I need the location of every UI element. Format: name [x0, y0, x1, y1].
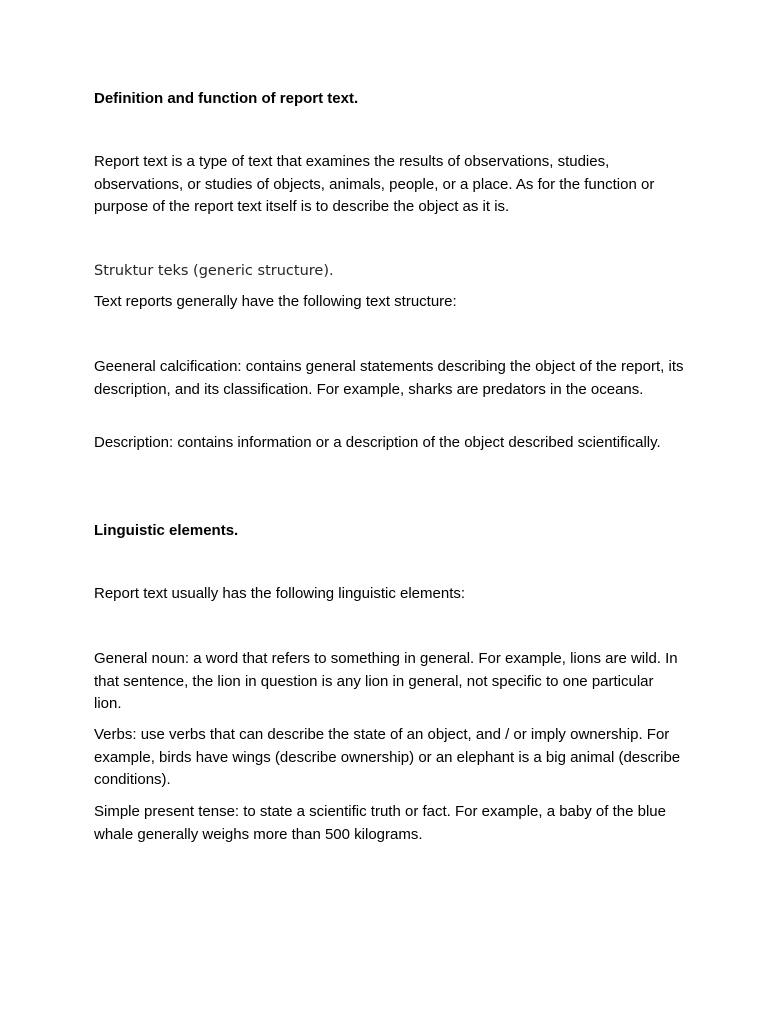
paragraph-verbs: Verbs: use verbs that can describe the state of an object, and / or imply ownership. For example, birds have wings (describe ownership) or an elephant is a big animal (describe conditions). — [94, 726, 681, 788]
paragraph-general-classification: Geeneral calcification: contains general statements describing the object of the report, its description, and its classification. For example, sharks are predators in the oceans. — [94, 358, 684, 398]
paragraph-structure-intro: Text reports generally have the following text structure: — [94, 293, 457, 310]
paragraph-linguistic-intro: Report text usually has the following linguistic elements: — [94, 585, 466, 602]
paragraph-general-noun: General noun: a word that refers to something in general. For example, lions are wild. In that sentence, the lion in question is any lion in general, not specific to one particular lion. — [94, 650, 678, 712]
heading-definition: Definition and function of report text. — [94, 90, 359, 107]
paragraph-definition: Report text is a type of text that examines the results of observations, studies, observations, or studies of objects, animals, people, or a place. As for the function or purpose of the report text itself is to describe the object as it is. — [94, 153, 655, 215]
paragraph-description: Description: contains information or a description of the object described scientifically. — [94, 434, 661, 451]
paragraph-simple-present: Simple present tense: to state a scientific truth or fact. For example, a baby of the blue whale generally weighs more than 500 kilograms. — [94, 803, 666, 843]
heading-linguistic-elements: Linguistic elements. — [94, 522, 239, 539]
heading-generic-structure: Struktur teks (generic structure). — [94, 263, 334, 279]
